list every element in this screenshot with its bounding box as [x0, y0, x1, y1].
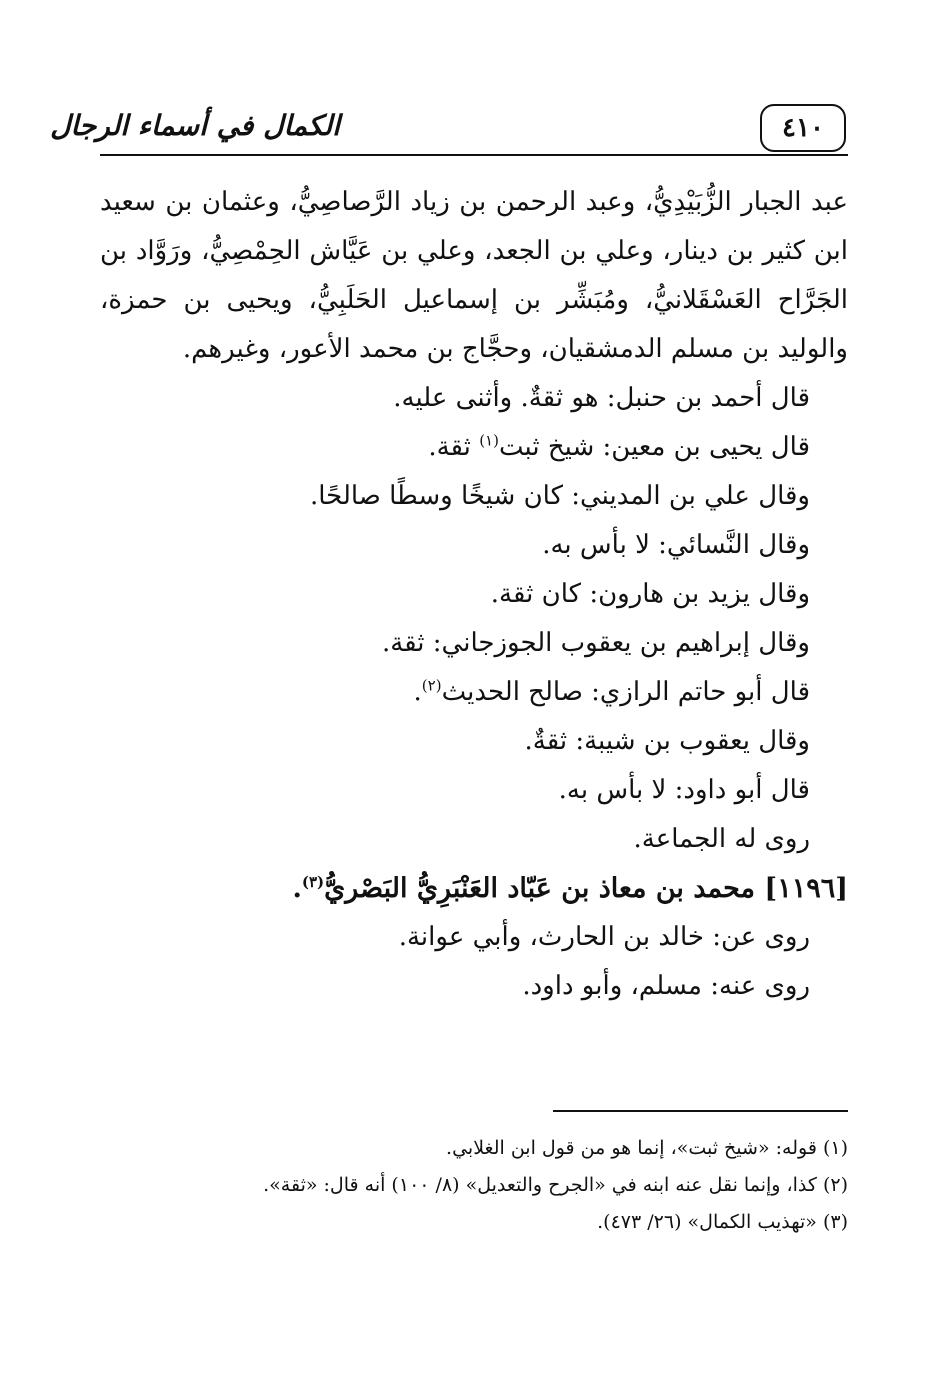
page-number: ٤١٠	[782, 113, 824, 143]
text-line: قال أبو داود: لا بأس به.	[558, 775, 810, 805]
header-divider	[100, 154, 848, 156]
footnotes	[100, 1130, 848, 1241]
page-number-badge	[760, 104, 846, 152]
text-line: وقال يعقوب بن شيبة: ثقةٌ.	[524, 726, 810, 756]
footnote-3: (٣) «تهذيب الكمال» (٢٦/ ٤٧٣).	[597, 1211, 848, 1233]
text-line: روى عن: خالد بن الحارث، وأبي عوانة.	[398, 922, 810, 952]
footnote-1: (١) قوله: «شيخ ثبت»، إنما هو من قول ابن الغلابي.	[446, 1137, 848, 1159]
text-line: روى عنه: مسلم، وأبو داود.	[522, 971, 810, 1001]
entry-heading: [١١٩٦] محمد بن معاذ بن عَبّاد العَنْبَرِيُّ البَصْريُّ$^{(٣)}$.	[292, 873, 848, 904]
footnote-ref[interactable]: (١)	[479, 431, 499, 450]
text-line: وقال يزيد بن هارون: كان ثقة.	[490, 579, 810, 609]
footnote-divider	[553, 1110, 848, 1112]
text-line: قال يحيى بن معين: شيخ ثبت$^{(١)}$ ثقة.	[428, 431, 810, 462]
text-line: وقال إبراهيم بن يعقوب الجوزجاني: ثقة.	[381, 628, 810, 658]
text-line: قال أحمد بن حنبل: هو ثقةٌ. وأثنى عليه.	[393, 383, 810, 413]
text-line: قال أبو حاتم الرازي: صالح الحديث$^{(٢)}$.	[413, 676, 810, 707]
page-header	[50, 96, 848, 158]
main-text	[100, 178, 848, 1011]
running-title-calligraphy: الكمال في أسماء الرجال	[50, 108, 340, 142]
intro-paragraph: عبد الجبار الزُّبَيْدِيُّ، وعبد الرحمن بن زياد الرَّصاصِيُّ، وعثمان بن سعيد ابن كثير بن دينار، وعلي بن الجعد، وعلي بن عَيَّاش الحِمْصِيُّ، ورَوَّاد بن الجَرَّاح العَسْقَلانيُّ، ومُبَشِّر بن إسماعيل الحَلَبِيُّ، ويحيى بن حمزة، والوليد بن مسلم الدمشقيان، وحجَّاج بن محمد الأعور، وغيرهم.	[100, 187, 848, 364]
text-line: وقال النَّسائي: لا بأس به.	[542, 530, 810, 560]
footnote-ref[interactable]: (٣)	[301, 873, 325, 891]
entry-number: [١١٩٦]	[764, 873, 848, 904]
footnote-2: (٢) كذا، وإنما نقل عنه ابنه في «الجرح والتعديل» (٨/ ١٠٠) أنه قال: «ثقة».	[263, 1174, 848, 1196]
text-line: روى له الجماعة.	[633, 824, 810, 854]
footnote-ref[interactable]: (٢)	[421, 676, 442, 695]
entry-name: محمد بن معاذ بن عَبّاد العَنْبَرِيُّ البَصْريُّ	[324, 873, 756, 904]
text-line: وقال علي بن المديني: كان شيخًا وسطًا صالحًا.	[309, 481, 810, 511]
